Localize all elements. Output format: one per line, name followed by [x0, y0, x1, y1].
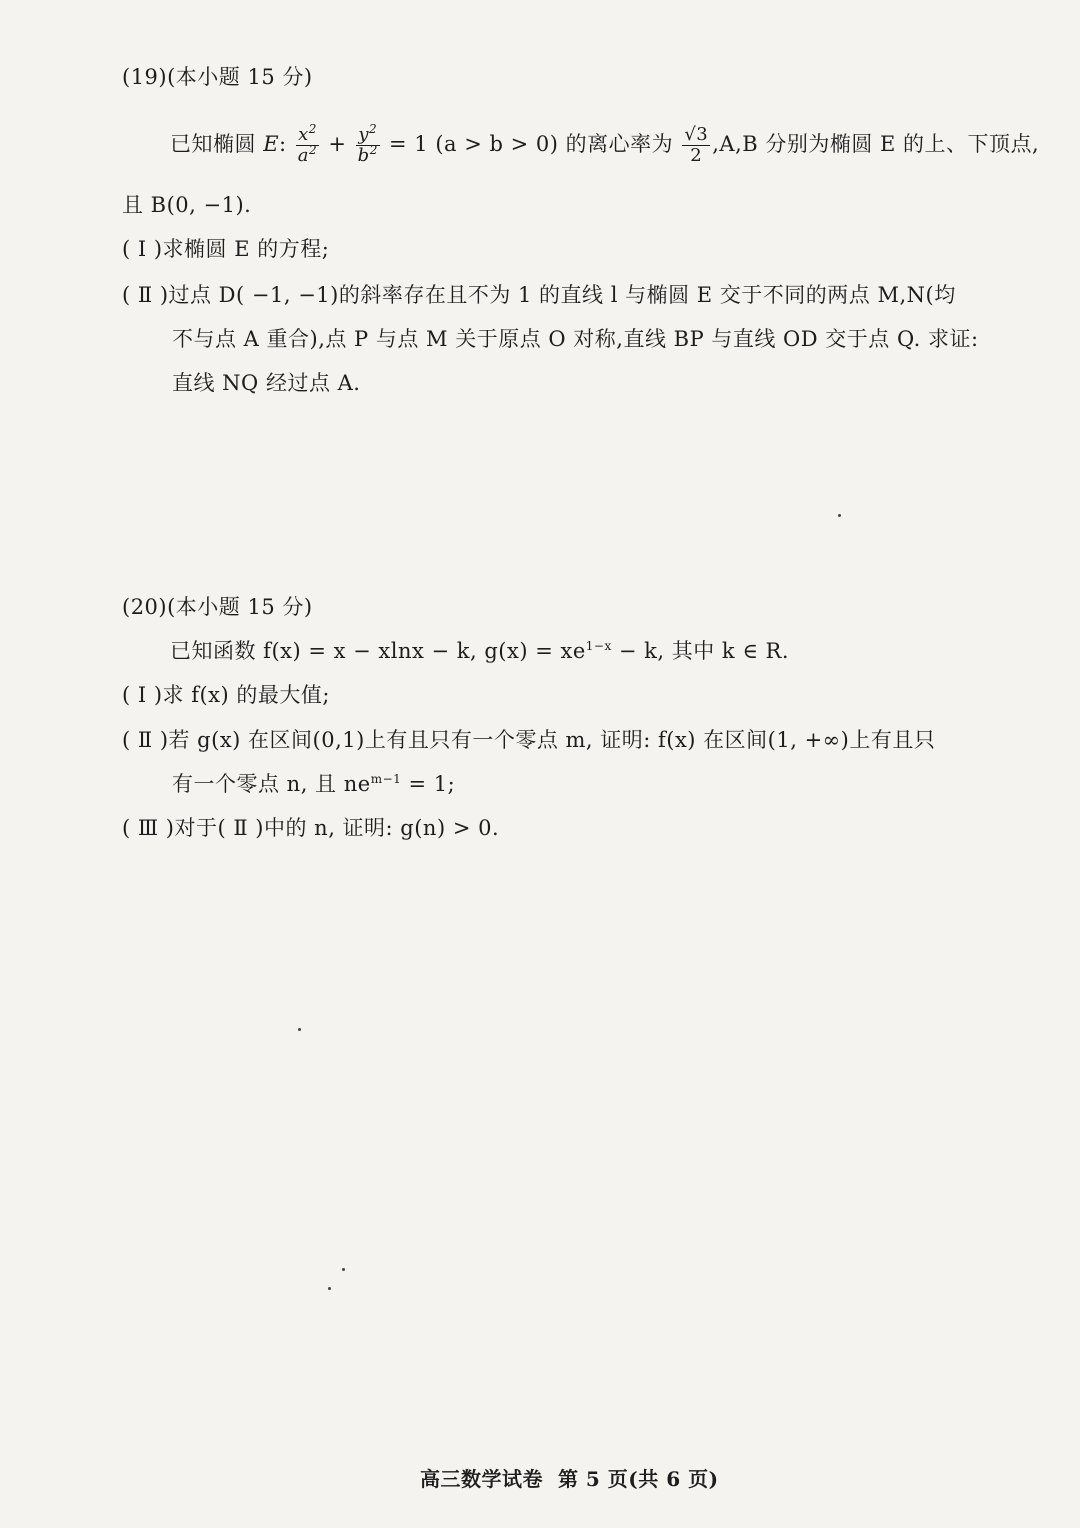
- scan-speck: [342, 1268, 345, 1271]
- q20-header: (20)(本小题 15 分): [122, 595, 313, 619]
- footer-page-number: 第 5 页(共 6 页): [557, 1467, 719, 1491]
- q19-stem-line2: 且 B(0, −1).: [122, 193, 252, 217]
- x-squared-over-a-squared: $\frac{x^2}{a^2}$: [297, 122, 318, 166]
- q19-part2-line1: ( Ⅱ )过点 D( −1, −1)的斜率存在且不为 1 的直线 l 与椭圆 E 交于不同的两点 M,N(均: [122, 283, 956, 307]
- scan-speck: [838, 514, 841, 517]
- q19-part2-line3: 直线 NQ 经过点 A.: [172, 371, 361, 395]
- q20-part2-line2: 有一个零点 n, 且 $ne^{m-1} = 1$;: [172, 772, 456, 796]
- q19-part1: ( Ⅰ )求椭圆 E 的方程;: [122, 237, 330, 261]
- q20-stem: 已知函数 f(x) = x − xlnx − k, $g(x) = xe^{1-x} - k$, 其中 k ∈ R.: [170, 639, 790, 663]
- y-squared-over-b-squared: $\frac{y^2}{b^2}$: [357, 122, 378, 166]
- scan-speck: [298, 1028, 301, 1031]
- scan-speck: [328, 1287, 331, 1290]
- footer-label: 高三数学试卷: [420, 1467, 543, 1491]
- q19-part2-line2: 不与点 A 重合),点 P 与点 M 关于原点 O 对称,直线 BP 与直线 OD 交于点 Q. 求证:: [172, 327, 979, 351]
- eccentricity-fraction: $\frac{√3}{2}$: [684, 124, 709, 166]
- q20-part3: ( Ⅲ )对于( Ⅱ )中的 n, 证明: g(n) > 0.: [122, 816, 500, 840]
- q20-part1: ( Ⅰ )求 f(x) 的最大值;: [122, 683, 330, 707]
- q20-part2-line1: ( Ⅱ )若 g(x) 在区间(0,1)上有且只有一个零点 m, 证明: f(x) 在区间(1, +∞)上有且只: [122, 728, 936, 752]
- page-footer: [420, 1464, 719, 1494]
- q19-header: (19)(本小题 15 分): [122, 65, 313, 89]
- q19-stem-line1: 已知椭圆 E: $\frac{x^2}{a^2}$ + $\frac{y^2}{b^2}$ = 1 (a > b > 0) 的离心率为 $\frac{√3}{2}$ ,A,B 分别为椭圆 E 的上、下顶点,: [170, 122, 1040, 166]
